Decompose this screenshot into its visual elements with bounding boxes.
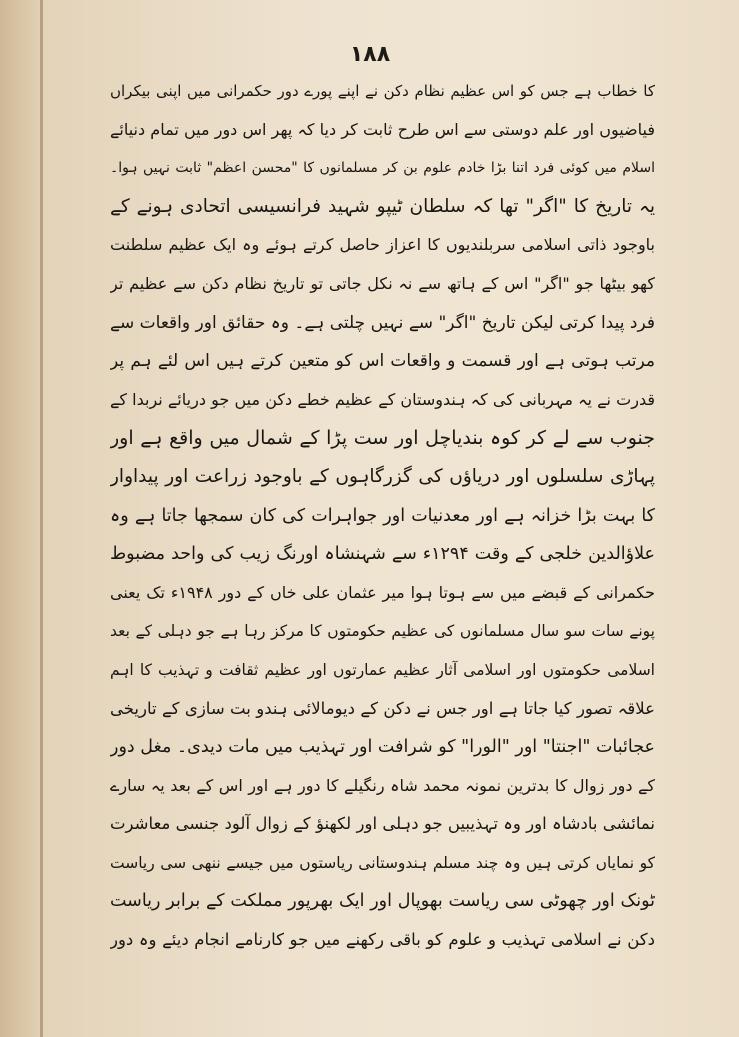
text-line: کا بہت بڑا خزانہ ہے اور معدنیات اور جواہرات کی کان سمجھا جاتا ہے وہ xyxy=(110,505,655,526)
text-line: کے دور زوال کا بدترین نمونہ محمد شاہ رنگیلے کا دور ہے اور اس کے بعد یہ سارے xyxy=(110,775,655,795)
text-line: حکمرانی کے قبضے میں سے ہوتا ہوا میر عثمان علی خاں کے دور ۱۹۴۸ء تک یعنی xyxy=(110,582,655,602)
text-line: جنوب سے لے کر کوہ بندیاچل اور ست پڑا کے شمال میں واقع ہے اور xyxy=(110,427,655,450)
book-gutter xyxy=(0,0,42,1037)
text-line: علاؤالدین خلجی کے وقت ۱۲۹۴ء سے شہنشاہ اورنگ زیب کی واحد مضبوط xyxy=(110,544,655,565)
page-edge xyxy=(40,0,43,1037)
text-line: یہ تاریخ کا "اگر" تھا کہ سلطان ٹیپو شہید فرانسیسی اتحادی ہونے کے xyxy=(110,195,655,217)
text-line: قدرت نے یہ مہربانی کی کہ ہندوستان کے عظیم خطے دکن میں جو دریائے نربدا کے xyxy=(110,389,655,409)
text-line: اسلامی حکومتوں اور اسلامی آثار عظیم عمارتوں اور عظیم ثقافت و تہذیب کا اہم xyxy=(110,660,655,679)
body-text xyxy=(110,72,655,960)
text-line: ٹونک اور چھوٹی سی ریاست بھوپال اور ایک بھرپور مملکت کے برابر ریاست xyxy=(110,891,655,912)
text-line: کو نمایاں کرتی ہیں وہ چند مسلم ہندوستانی ریاستوں میں جیسے ننھی سی ریاست xyxy=(110,853,655,872)
text-line: باوجود ذاتی اسلامی سربلندیوں کا اعزاز حاصل کرتے ہوئے وہ ایک عظیم سلطنت xyxy=(110,235,655,255)
text-line: عجائبات "اجنتا" اور "الورا" کو شرافت اور تہذیب میں مات دیدی۔ مغل دور xyxy=(110,737,655,758)
text-line: علاقہ تصور کیا جاتا ہے اور جس نے دکن کے دیومالائی ہندو بت سازی کے تاریخی xyxy=(110,698,655,718)
page-number: ۱۸۸ xyxy=(349,42,391,67)
text-line: فرد پیدا کرتی لیکن تاریخ "اگر" سے نہیں چلتی ہے۔ وہ حقائق اور واقعات سے xyxy=(110,312,655,333)
text-line: مرتب ہوتی ہے اور قسمت و واقعات اس کو متعین کرتے ہیں اس لئے ہم پر xyxy=(110,351,655,372)
text-line: پونے سات سو سال مسلمانوں کی عظیم حکومتوں کا مرکز رہا ہے جو دہلی کے بعد xyxy=(110,622,655,641)
text-line: پہاڑی سلسلوں اور دریاؤں کی گزرگاہوں کے باوجود زراعت اور پیداوار xyxy=(110,465,655,487)
text-line: کا خطاب ہے جس کو اس عظیم نظام دکن نے اپنے پورے دور حکمرانی میں اپنی بیکراں xyxy=(110,82,655,100)
text-line: دکن نے اسلامی تہذیب و علوم کو باقی رکھنے میں جو کارنامے انجام دیئے وہ دور xyxy=(110,930,655,950)
text-line: فیاضیوں اور علم دوستی سے اس طرح ثابت کر دیا کہ پھر اس دور میں تمام دنیائے xyxy=(110,119,655,139)
text-line: نمائشی بادشاہ اور وہ تہذیبیں جو دہلی اور لکھنؤ کے زوال آلود جنسی معاشرت xyxy=(110,814,655,834)
text-line: کھو بیٹھا جو "اگر" اس کے ہاتھ سے نہ نکل جاتی تو تاریخ نظام دکن سے عظیم تر xyxy=(110,273,655,293)
text-line: اسلام میں کوئی فرد اتنا بڑا خادم علوم بن کر مسلمانوں کا "محسن اعظم" ثابت نہیں ہوا۔ xyxy=(110,160,655,177)
